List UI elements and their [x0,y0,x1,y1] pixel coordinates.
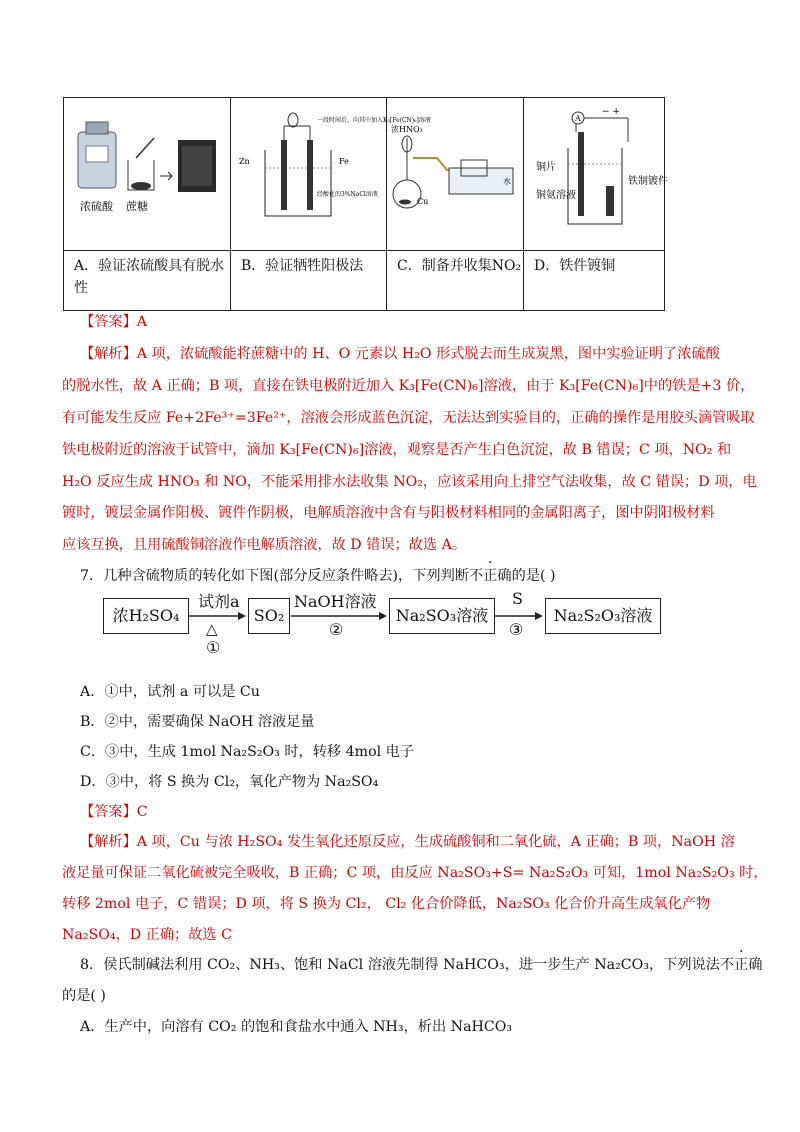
q7-analysis-line: Na₂SO₄，D 正确；故选 C [62,927,232,943]
label-cu: Cu [417,197,429,206]
q8-stem-emphasis: 不正确 [719,957,763,973]
q7-option-a: A．①中，试剂 a 可以是 Cu [80,684,260,700]
label-zn: Zn [239,157,250,166]
option-c-caption: C．制备并收集NO₂ [387,251,524,311]
label-conc-hno3: 浓HNO₃ [391,125,423,134]
label-iron-part: 铁制镀件 [628,176,668,187]
arrow3-reagent: S [512,589,523,608]
svg-text:− +: − + [602,107,620,117]
flow-box-so2: SO₂ [248,598,290,634]
q7-analysis-line: 【解析】A 项，Cu 与浓 H₂SO₄ 发生氧化还原反应，生成硫酸铜和二氧化硫，A 正确；B 项，NaOH 溶 [80,834,735,850]
arrow1-heat: △ [206,620,218,638]
arrow2-reagent: NaOH溶液 [294,592,377,611]
q6-analysis-line: H₂O 反应生成 HNO₃ 和 NO，不能采用排水法收集 NO₂，应该采用向上排空气法收集，故 C 错误；D 项，电 [62,474,757,490]
option-a-caption: A．验证浓硫酸具有脱水性 [64,251,231,311]
label-conc-acid: 浓硫酸 [80,200,113,213]
q7-option-b: B．②中，需要确保 NaOH 溶液足量 [80,714,315,730]
option-b-caption: B．验证牺牲阳极法 [231,251,387,311]
arrow2-step-num: ② [329,620,344,639]
q8-option-a: A．生产中，向溶有 CO₂ 的饱和食盐水中通入 NH₃，析出 NaHCO₃ [80,1019,513,1035]
label-cu-ammonia: 铜氨溶液 [536,190,576,201]
arrow1-step-num: ① [206,638,221,657]
q7-stem-pre: 7．几种含硫物质的转化如下图(部分反应条件略去)，下列判断 [80,568,469,584]
label-add-reagent: 一段时间后，向其中加入K₃[Fe(CN)₆]溶液 [317,117,431,124]
q7-analysis-line: 液足量可保证二氧化硫被完全吸收，B 正确；C 项，由反应 Na₂SO₃+S= Na₂S₂O₃ 可知，1mol Na₂S₂O₃ 时， [62,865,768,881]
label-nacl: 经酸化的3%NaCl溶液 [317,191,378,198]
q6-analysis-line: 镀时，镀层金属作阳极、镀件作阴极，电解质溶液中含有与阳极材料相同的金属阳离子，图中阴阳极材料 [62,505,715,521]
q7-option-d: D．③中，将 S 换为 Cl₂，氧化产物为 Na₂SO₄ [80,774,379,790]
label-copper-piece: 铜片 [536,162,556,173]
ammeter-label: A [575,114,581,123]
q6-analysis-line: 应该互换，且用硫酸铜溶液作电解质溶液，故 D 错误；故选 A。 [62,537,467,553]
label-sugar: 蔗糖 [126,200,148,213]
q6-analysis-line: 的脱水性，故 A 正确；B 项，直接在铁电极附近加入 K₃[Fe(CN)₆]溶液，由于 K₃[Fe(CN)₆]中的铁是+3 价， [62,378,755,394]
flow-box-na2so3: Na₂SO₃溶液 [389,598,495,634]
arrow3-step-num: ③ [509,620,524,639]
q6-analysis-line: 有可能发生反应 Fe+2Fe³⁺=3Fe²⁺，溶液会形成蓝色沉淀，无法达到实验目的，正确的操作是用胶头滴管吸取 [62,410,755,426]
q6-answer: 【答案】A [80,314,147,330]
flow-box-conc-h2so4: 浓H₂SO₄ [103,598,189,634]
q7-option-c: C．③中，生成 1mol Na₂S₂O₃ 时，转移 4mol 电子 [80,744,415,760]
q7-stem-emphasis: 不正确 [468,568,512,584]
flow-box-na2s2o3: Na₂S₂O₃溶液 [545,598,661,634]
q7-answer: 【答案】C [80,804,148,820]
option-d-caption: D．铁件镀铜 [524,251,665,311]
q8-stem-pre: 8．侯氏制碱法利用 CO₂、NH₃、饱和 NaCl 溶液先制得 NaHCO₃，进一步生产 Na₂CO₃，下列说法 [80,957,720,973]
q7-stem-post: 的是( ) [511,568,556,584]
q6-analysis-line: 铁电极附近的溶液于试管中，滴加 K₃[Fe(CN)₆]溶液，观察是否产生白色沉淀，故 B 错误；C 项，NO₂ 和 [62,442,732,458]
q6-analysis-line: 【解析】A 项，浓硫酸能将蔗糖中的 H、O 元素以 H₂O 形式脱去而生成炭黑，图中实验证明了浓硫酸 [80,346,720,362]
q8-stem-line2: 的是( ) [62,988,106,1004]
q8-stem-line1 [80,955,762,975]
q7-analysis-line: 转移 2mol 电子，C 错误；D 项，将 S 换为 Cl₂， Cl₂ 化合价降低，Na₂SO₃ 化合价升高生成氧化产物 [62,896,711,912]
arrow1-reagent: 试剂a [198,592,240,611]
label-water: 水 [503,177,511,186]
label-fe: Fe [339,157,349,166]
